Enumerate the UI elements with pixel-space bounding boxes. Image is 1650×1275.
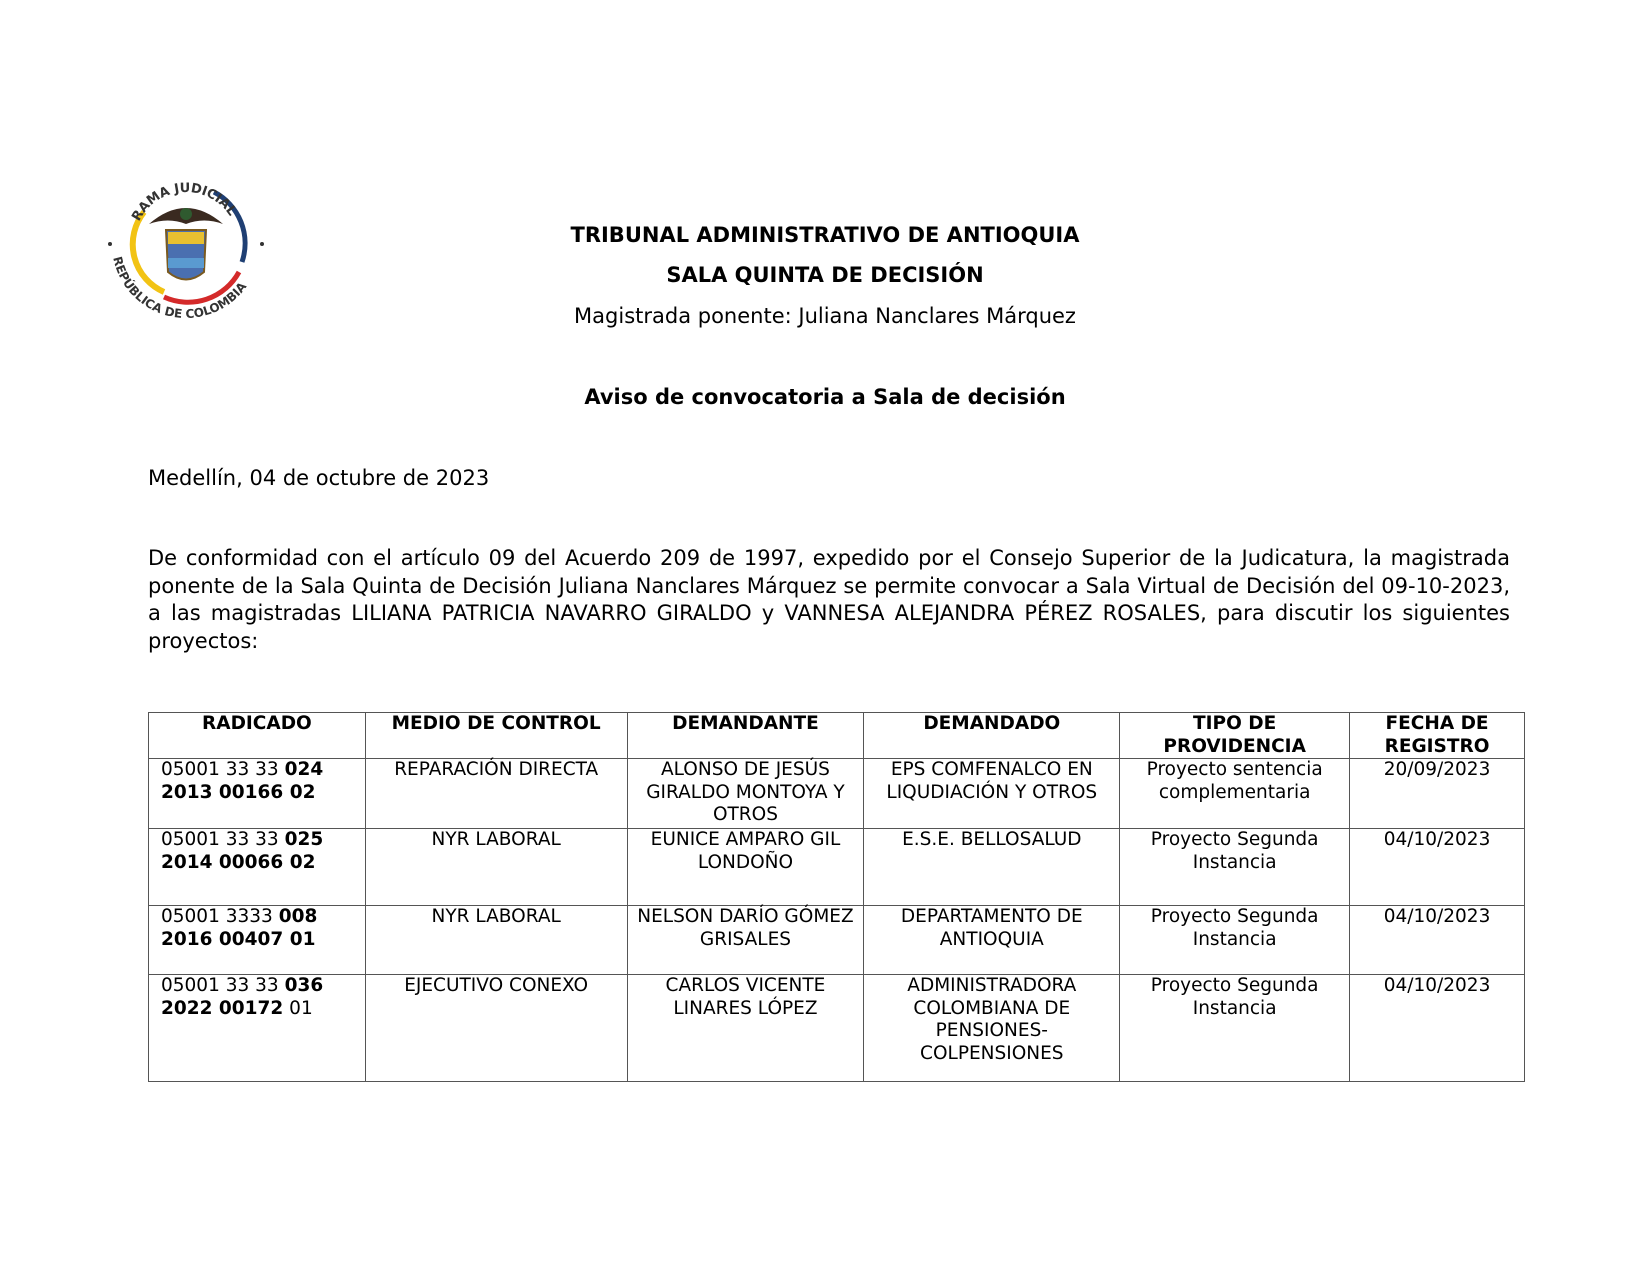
- cell-demandado: DEPARTAMENTO DE ANTIOQUIA: [864, 906, 1120, 975]
- radicado-number: 036 2022 00172: [161, 975, 324, 1019]
- svg-text:REPÚBLICA DE COLOMBIA: REPÚBLICA DE COLOMBIA: [110, 255, 250, 322]
- table-row: [149, 759, 1525, 829]
- cell-radicado: [149, 759, 366, 829]
- header-medio-de-control: MEDIO DE CONTROL: [365, 713, 627, 759]
- cell-fecha-de-registro: 04/10/2023: [1350, 906, 1525, 975]
- radicado-number: 025 2014 00066 02: [161, 829, 324, 873]
- magistrate-line: Magistrada ponente: Juliana Nanclares Márquez: [574, 304, 1076, 328]
- cell-fecha-de-registro: 04/10/2023: [1350, 829, 1525, 906]
- cell-radicado: [149, 975, 366, 1082]
- cell-tipo-de-providencia: Proyecto sentencia complementaria: [1120, 759, 1350, 829]
- header-demandado: DEMANDADO: [864, 713, 1120, 759]
- cell-demandado: ADMINISTRADORA COLOMBIANA DE PENSIONES-COLPENSIONES: [864, 975, 1120, 1082]
- notice-subject: Aviso de convocatoria a Sala de decisión: [584, 385, 1066, 409]
- radicado-prefix: 05001 33 33: [161, 829, 285, 850]
- cell-fecha-de-registro: 04/10/2023: [1350, 975, 1525, 1082]
- table-header-row: [149, 713, 1525, 759]
- cell-radicado: [149, 829, 366, 906]
- cell-tipo-de-providencia: Proyecto Segunda Instancia: [1120, 906, 1350, 975]
- projects-table: [148, 712, 1525, 1082]
- cell-demandante: NELSON DARÍO GÓMEZ GRISALES: [627, 906, 864, 975]
- radicado-number: 024 2013 00166 02: [161, 759, 324, 803]
- header-fecha-de-registro: FECHA DE REGISTRO: [1350, 713, 1525, 759]
- cell-demandante: CARLOS VICENTE LINARES LÓPEZ: [627, 975, 864, 1082]
- svg-text:RAMA JUDICIAL: RAMA JUDICIAL: [129, 180, 240, 224]
- cell-tipo-de-providencia: Proyecto Segunda Instancia: [1120, 829, 1350, 906]
- cell-medio-de-control: REPARACIÓN DIRECTA: [365, 759, 627, 829]
- table-row: [149, 975, 1525, 1082]
- cell-radicado: [149, 906, 366, 975]
- cell-demandante: EUNICE AMPARO GIL LONDOÑO: [627, 829, 864, 906]
- date-line: Medellín, 04 de octubre de 2023: [148, 466, 490, 490]
- radicado-prefix: 05001 33 33: [161, 975, 285, 996]
- cell-medio-de-control: NYR LABORAL: [365, 829, 627, 906]
- cell-demandante: ALONSO DE JESÚS GIRALDO MONTOYA Y OTROS: [627, 759, 864, 829]
- radicado-suffix: 01: [283, 997, 313, 1019]
- table-row: [149, 906, 1525, 975]
- table-row: [149, 829, 1525, 906]
- cell-medio-de-control: EJECUTIVO CONEXO: [365, 975, 627, 1082]
- radicado-prefix: 05001 3333: [161, 906, 279, 927]
- cell-fecha-de-registro: 20/09/2023: [1350, 759, 1525, 829]
- cell-demandado: E.S.E. BELLOSALUD: [864, 829, 1120, 906]
- cell-medio-de-control: NYR LABORAL: [365, 906, 627, 975]
- convocation-paragraph: De conformidad con el artículo 09 del Acuerdo 209 de 1997, expedido por el Consejo Superior de la Judicatura, la magistrada ponente de la Sala Quinta de Decisión Juliana Nanclares Márquez se permite convocar a Sala Virtual de Decisión del 09-10-2023, a las magistradas LILIANA PATRICIA NAVARRO GIRALDO y VANNESA ALEJANDRA PÉREZ ROSALES, para discutir los siguientes proyectos:: [148, 546, 1510, 653]
- chamber-heading: SALA QUINTA DE DECISIÓN: [666, 263, 984, 287]
- header-radicado: RADICADO: [149, 713, 366, 759]
- cell-demandado: EPS COMFENALCO EN LIQUDIACIÓN Y OTROS: [864, 759, 1120, 829]
- radicado-prefix: 05001 33 33: [161, 759, 285, 780]
- radicado-number: 008 2016 00407 01: [161, 906, 318, 950]
- cell-tipo-de-providencia: Proyecto Segunda Instancia: [1120, 975, 1350, 1082]
- header-demandante: DEMANDANTE: [627, 713, 864, 759]
- header-tipo-de-providencia: TIPO DE PROVIDENCIA: [1120, 713, 1350, 759]
- court-name-heading: TRIBUNAL ADMINISTRATIVO DE ANTIOQUIA: [570, 223, 1080, 247]
